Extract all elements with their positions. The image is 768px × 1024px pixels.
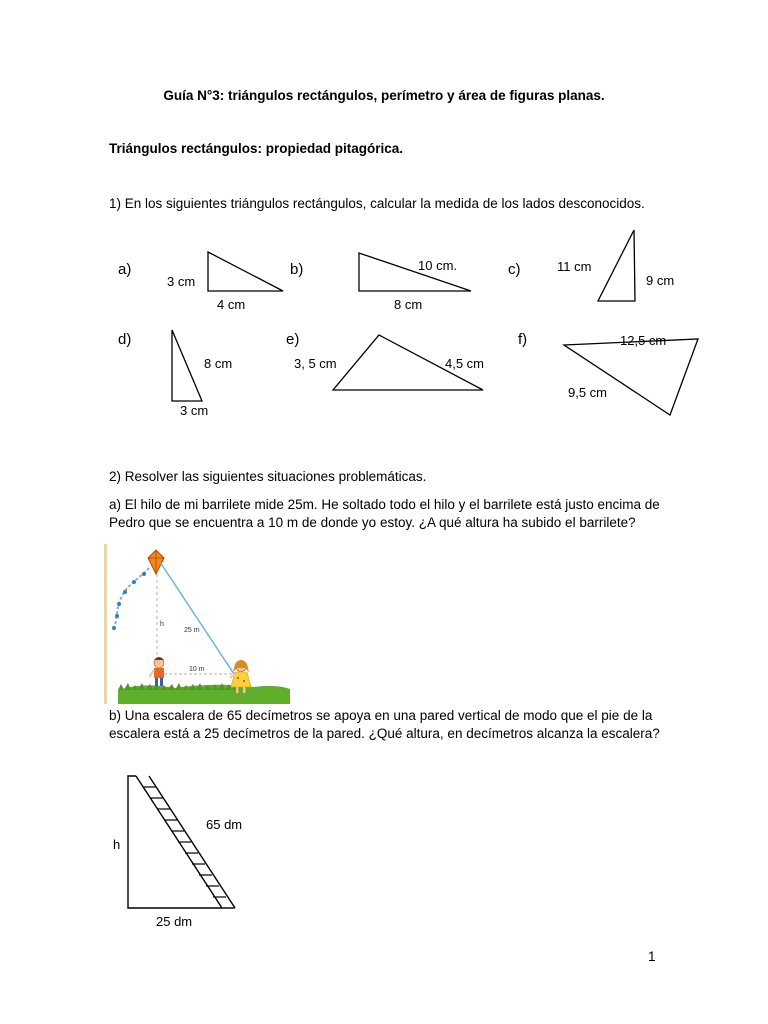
- ladder-length-label: 65 dm: [206, 817, 243, 832]
- kite-string-label: 25 m: [184, 627, 200, 634]
- triangle-e-right-label: 4,5 cm: [445, 356, 485, 371]
- triangle-f-letter: f): [518, 331, 528, 348]
- triangle-a-base-label: 4 cm: [217, 297, 246, 312]
- problem-a-line-1: a) El hilo de mi barrilete mide 25m. He soltado todo el hilo y el barrilete está justo encima de: [109, 497, 660, 512]
- triangle-a-leg-label: 3 cm: [167, 274, 196, 289]
- ladder-figure: [106, 768, 256, 936]
- triangle-d: [172, 330, 202, 401]
- ladder-height-label: h: [113, 837, 121, 852]
- triangle-a: [208, 252, 283, 291]
- triangle-b-letter: b): [290, 261, 304, 278]
- triangle-b-hyp-label: 10 cm.: [418, 258, 458, 273]
- triangle-c: [598, 230, 635, 301]
- triangle-d-base-label: 3 cm: [180, 403, 209, 418]
- triangle-e-letter: e): [286, 331, 300, 348]
- triangle-c-hyp-label: 11 cm: [557, 259, 592, 274]
- section-heading: Triángulos rectángulos: propiedad pitagórica.: [109, 141, 404, 156]
- exercise-1-statement: 1) En los siguientes triángulos rectángulos, calcular la medida de los lados desconocidos.: [109, 196, 645, 211]
- triangle-d-letter: d): [118, 331, 132, 348]
- problem-b-line-2: escalera está a 25 decímetros de la pared. ¿Qué altura, en decímetros alcanza la escalera?: [109, 726, 660, 741]
- ladder-base-label: 25 dm: [156, 914, 193, 929]
- triangle-c-letter: c): [508, 261, 521, 278]
- triangle-f-side-label: 9,5 cm: [568, 385, 608, 400]
- ladder-wall-triangle: [128, 776, 222, 908]
- kite-figure: [104, 544, 292, 704]
- triangle-f: [564, 339, 698, 415]
- kite-height-label: h: [160, 621, 164, 628]
- triangle-d-hyp-label: 8 cm: [204, 356, 233, 371]
- page-title: Guía N°3: triángulos rectángulos, perímetro y área de figuras planas.: [163, 88, 605, 103]
- triangle-c-leg-label: 9 cm: [646, 273, 675, 288]
- triangles-figure: [100, 222, 720, 427]
- triangle-a-letter: a): [118, 261, 132, 278]
- problem-b-line-1: b) Una escalera de 65 decímetros se apoya en una pared vertical de modo que el pie de la: [109, 708, 653, 723]
- ladder-rail-right: [149, 776, 235, 908]
- kite-distance-label: 10 m: [189, 666, 205, 673]
- exercise-2-statement: 2) Resolver las siguientes situaciones problemáticas.: [109, 469, 427, 484]
- ladder-rungs: [143, 787, 226, 897]
- triangle-f-top-label: 12,5 cm: [620, 333, 667, 348]
- triangle-e-left-label: 3, 5 cm: [294, 356, 337, 371]
- triangle-b-base-label: 8 cm: [394, 297, 423, 312]
- page-number: 1: [648, 949, 656, 964]
- problem-a-line-2: Pedro que se encuentra a 10 m de donde yo estoy. ¿A qué altura ha subido el barrilete?: [109, 515, 636, 530]
